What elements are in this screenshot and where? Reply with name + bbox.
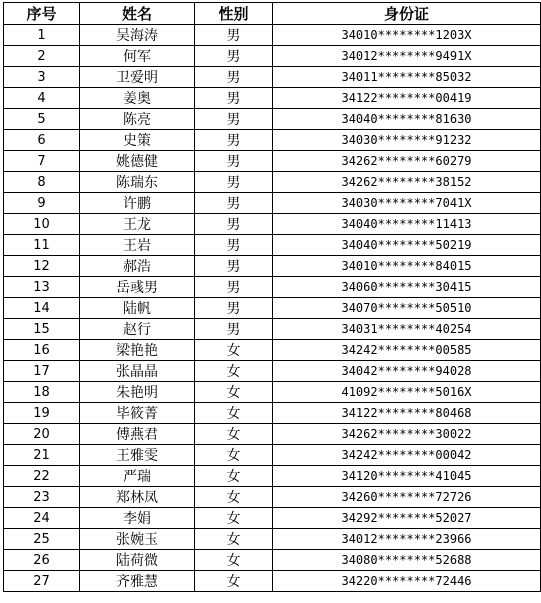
table-row: [4, 193, 541, 214]
cell-name[interactable]: 王雅雯: [80, 445, 195, 466]
table-row: [4, 298, 541, 319]
cell-index[interactable]: 5: [4, 109, 80, 130]
table-row: [4, 361, 541, 382]
cell-gender[interactable]: 男: [195, 109, 273, 130]
cell-gender[interactable]: 男: [195, 319, 273, 340]
cell-name[interactable]: 毕筱菁: [80, 403, 195, 424]
table-row: [4, 214, 541, 235]
cell-id-number[interactable]: 34040********81630: [273, 109, 541, 130]
cell-gender[interactable]: 男: [195, 172, 273, 193]
cell-gender[interactable]: 男: [195, 193, 273, 214]
cell-gender[interactable]: 男: [195, 130, 273, 151]
cell-index[interactable]: 24: [4, 508, 80, 529]
cell-index[interactable]: 7: [4, 151, 80, 172]
cell-gender[interactable]: 女: [195, 340, 273, 361]
cell-index[interactable]: 18: [4, 382, 80, 403]
cell-id-number[interactable]: 34010********84015: [273, 256, 541, 277]
cell-index[interactable]: 22: [4, 466, 80, 487]
cell-gender[interactable]: 女: [195, 466, 273, 487]
cell-id-number[interactable]: 34262********38152: [273, 172, 541, 193]
cell-id-number[interactable]: 34031********40254: [273, 319, 541, 340]
table-row: [4, 403, 541, 424]
cell-id-number[interactable]: 34262********30022: [273, 424, 541, 445]
table-row: [4, 46, 541, 67]
cell-gender[interactable]: 男: [195, 256, 273, 277]
cell-name[interactable]: 陆帆: [80, 298, 195, 319]
cell-id-number[interactable]: 34122********80468: [273, 403, 541, 424]
cell-name[interactable]: 陈瑞东: [80, 172, 195, 193]
table-row: [4, 256, 541, 277]
cell-gender[interactable]: 女: [195, 382, 273, 403]
cell-name[interactable]: 齐雅慧: [80, 571, 195, 592]
cell-index[interactable]: 12: [4, 256, 80, 277]
cell-name[interactable]: 朱艳明: [80, 382, 195, 403]
table-row: [4, 130, 541, 151]
cell-name[interactable]: 傅燕君: [80, 424, 195, 445]
cell-index[interactable]: 21: [4, 445, 80, 466]
cell-index[interactable]: 14: [4, 298, 80, 319]
cell-name[interactable]: 许鹏: [80, 193, 195, 214]
cell-gender[interactable]: 女: [195, 571, 273, 592]
cell-gender[interactable]: 男: [195, 235, 273, 256]
cell-name[interactable]: 王岩: [80, 235, 195, 256]
table-row: [4, 88, 541, 109]
cell-index[interactable]: 2: [4, 46, 80, 67]
cell-index[interactable]: 9: [4, 193, 80, 214]
cell-id-number[interactable]: 34042********94028: [273, 361, 541, 382]
header-row: [4, 3, 541, 25]
cell-gender[interactable]: 女: [195, 508, 273, 529]
cell-name[interactable]: 严瑞: [80, 466, 195, 487]
cell-gender[interactable]: 男: [195, 214, 273, 235]
table-row: [4, 67, 541, 88]
cell-name[interactable]: 陈亮: [80, 109, 195, 130]
cell-index[interactable]: 23: [4, 487, 80, 508]
table-row: [4, 172, 541, 193]
table-row: [4, 445, 541, 466]
cell-name[interactable]: 郑林凤: [80, 487, 195, 508]
cell-gender[interactable]: 男: [195, 46, 273, 67]
cell-index[interactable]: 25: [4, 529, 80, 550]
cell-id-number[interactable]: 34040********50219: [273, 235, 541, 256]
cell-index[interactable]: 13: [4, 277, 80, 298]
header-name[interactable]: 姓名: [80, 3, 195, 25]
cell-index[interactable]: 4: [4, 88, 80, 109]
table-row: [4, 109, 541, 130]
cell-id-number[interactable]: 34220********72446: [273, 571, 541, 592]
cell-gender[interactable]: 男: [195, 277, 273, 298]
cell-id-number[interactable]: 34030********7041X: [273, 193, 541, 214]
cell-name[interactable]: 史策: [80, 130, 195, 151]
cell-name[interactable]: 吴海涛: [80, 25, 195, 46]
cell-gender[interactable]: 女: [195, 529, 273, 550]
cell-index[interactable]: 8: [4, 172, 80, 193]
cell-id-number[interactable]: 41092********5016X: [273, 382, 541, 403]
table-row: [4, 550, 541, 571]
cell-id-number[interactable]: 34012********23966: [273, 529, 541, 550]
cell-index[interactable]: 6: [4, 130, 80, 151]
header-gender[interactable]: 性别: [195, 3, 273, 25]
header-index[interactable]: 序号: [4, 3, 80, 25]
cell-index[interactable]: 15: [4, 319, 80, 340]
table-row: [4, 487, 541, 508]
cell-index[interactable]: 3: [4, 67, 80, 88]
cell-id-number[interactable]: 34292********52027: [273, 508, 541, 529]
cell-index[interactable]: 17: [4, 361, 80, 382]
cell-id-number[interactable]: 34260********72726: [273, 487, 541, 508]
cell-id-number[interactable]: 34012********9491X: [273, 46, 541, 67]
table-row: [4, 382, 541, 403]
cell-index[interactable]: 27: [4, 571, 80, 592]
cell-gender[interactable]: 男: [195, 151, 273, 172]
header-id-number[interactable]: 身份证: [273, 3, 541, 25]
cell-gender[interactable]: 男: [195, 298, 273, 319]
table-row: [4, 340, 541, 361]
cell-id-number[interactable]: 34060********30415: [273, 277, 541, 298]
cell-index[interactable]: 19: [4, 403, 80, 424]
cell-index[interactable]: 26: [4, 550, 80, 571]
cell-gender[interactable]: 男: [195, 67, 273, 88]
cell-id-number[interactable]: 34242********00042: [273, 445, 541, 466]
table-row: [4, 319, 541, 340]
table-body: [4, 25, 541, 592]
cell-gender[interactable]: 男: [195, 88, 273, 109]
cell-name[interactable]: 梁艳艳: [80, 340, 195, 361]
cell-name[interactable]: 陆荷微: [80, 550, 195, 571]
cell-id-number[interactable]: 34242********00585: [273, 340, 541, 361]
cell-id-number[interactable]: 34262********60279: [273, 151, 541, 172]
cell-gender[interactable]: 男: [195, 25, 273, 46]
cell-gender[interactable]: 女: [195, 487, 273, 508]
cell-name[interactable]: 姜奥: [80, 88, 195, 109]
cell-name[interactable]: 卫爱明: [80, 67, 195, 88]
cell-gender[interactable]: 女: [195, 445, 273, 466]
cell-id-number[interactable]: 34122********00419: [273, 88, 541, 109]
cell-name[interactable]: 王龙: [80, 214, 195, 235]
cell-id-number[interactable]: 34030********91232: [273, 130, 541, 151]
cell-name[interactable]: 郝浩: [80, 256, 195, 277]
cell-name[interactable]: 何军: [80, 46, 195, 67]
table-row: [4, 25, 541, 46]
cell-id-number[interactable]: 34010********1203X: [273, 25, 541, 46]
cell-index[interactable]: 20: [4, 424, 80, 445]
table-row: [4, 277, 541, 298]
table-row: [4, 571, 541, 592]
roster-table: [3, 2, 541, 592]
cell-gender[interactable]: 女: [195, 361, 273, 382]
table-row: [4, 508, 541, 529]
cell-id-number[interactable]: 34070********50510: [273, 298, 541, 319]
cell-index[interactable]: 16: [4, 340, 80, 361]
cell-index[interactable]: 11: [4, 235, 80, 256]
cell-id-number[interactable]: 34040********11413: [273, 214, 541, 235]
table-row: [4, 466, 541, 487]
cell-name[interactable]: 姚德健: [80, 151, 195, 172]
cell-gender[interactable]: 女: [195, 403, 273, 424]
cell-name[interactable]: 李娟: [80, 508, 195, 529]
cell-name[interactable]: 张婉玉: [80, 529, 195, 550]
cell-index[interactable]: 1: [4, 25, 80, 46]
cell-index[interactable]: 10: [4, 214, 80, 235]
table-row: [4, 529, 541, 550]
table-row: [4, 424, 541, 445]
cell-name[interactable]: 张晶晶: [80, 361, 195, 382]
table-row: [4, 235, 541, 256]
table-row: [4, 151, 541, 172]
cell-gender[interactable]: 女: [195, 424, 273, 445]
cell-name[interactable]: 赵行: [80, 319, 195, 340]
cell-id-number[interactable]: 34011********85032: [273, 67, 541, 88]
cell-name[interactable]: 岳彧男: [80, 277, 195, 298]
cell-gender[interactable]: 女: [195, 550, 273, 571]
cell-id-number[interactable]: 34080********52688: [273, 550, 541, 571]
cell-id-number[interactable]: 34120********41045: [273, 466, 541, 487]
